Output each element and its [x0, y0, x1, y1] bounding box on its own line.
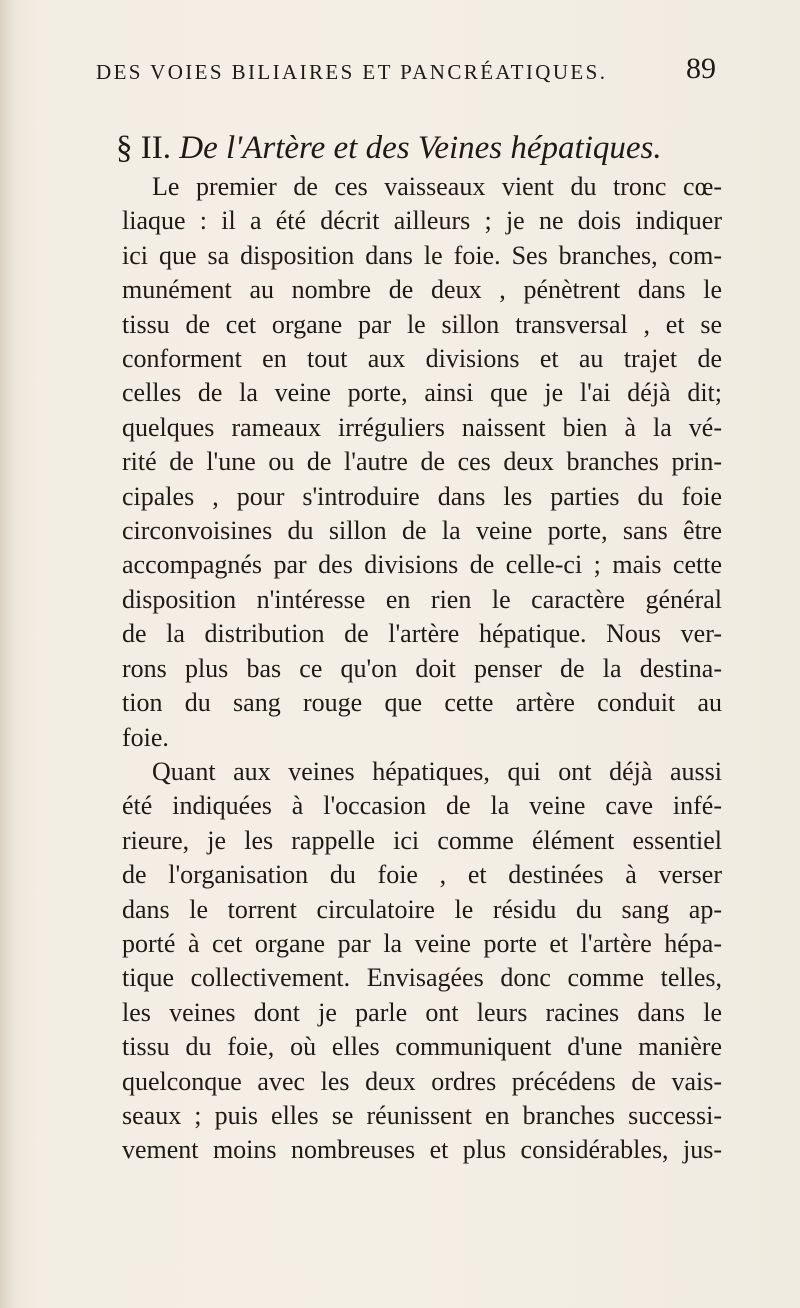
body-text: [122, 170, 722, 1168]
text-line: ici que sa disposition dans le foie. Ses branches, com-: [122, 240, 722, 270]
binding-shadow: [0, 0, 14, 1308]
text-line: dans le torrent circulatoire le résidu du sang ap-: [122, 894, 722, 924]
text-line: disposition n'intéresse en rien le caractère général: [122, 584, 722, 614]
text-line: tissu du foie, où elles communiquent d'une manière: [122, 1032, 722, 1062]
page-number: 89: [686, 52, 716, 85]
text-line: rons plus bas ce qu'on doit penser de la destina-: [122, 653, 722, 683]
text-line: vement moins nombreuses et plus considérables, jus-: [122, 1135, 722, 1165]
section-title: De l'Artère et des Veines hépatiques.: [179, 130, 662, 166]
text-line: été indiquées à l'occasion de la veine cave infé-: [122, 791, 722, 821]
text-line: les veines dont je parle ont leurs racines dans le: [122, 997, 722, 1027]
text-line: celles de la veine porte, ainsi que je l'ai déjà dit;: [122, 378, 722, 408]
running-head-title: DES VOIES BILIAIRES ET PANCRÉATIQUES.: [96, 60, 608, 84]
text-line: circonvoisines du sillon de la veine porte, sans être: [122, 516, 722, 546]
text-line: rieure, je les rappelle ici comme élément essentiel: [122, 825, 722, 855]
text-line: de la distribution de l'artère hépatique. Nous ver-: [122, 619, 722, 649]
text-line: quelconque avec les deux ordres précédens de vais-: [122, 1066, 722, 1096]
text-line: conforment en tout aux divisions et au trajet de: [122, 344, 722, 374]
text-line: liaque : il a été décrit ailleurs ; je ne dois indiquer: [122, 206, 722, 236]
text-line: de l'organisation du foie , et destinées à verser: [122, 860, 722, 890]
text-line: tion du sang rouge que cette artère conduit au: [122, 688, 722, 718]
text-line: tique collectivement. Envisagées donc comme telles,: [122, 963, 722, 993]
text-line: rité de l'une ou de l'autre de ces deux branches prin-: [122, 447, 722, 477]
text-line: tissu de cet organe par le sillon transversal , et se: [122, 309, 722, 339]
running-head: [96, 52, 716, 92]
text-line: Le premier de ces vaisseaux vient du tronc cœ-: [152, 172, 722, 201]
text-line: porté à cet organe par la veine porte et l'artère hépa-: [122, 928, 722, 958]
text-line: seaux ; puis elles se réunissent en branches successi-: [122, 1100, 722, 1130]
section-heading: [116, 130, 662, 167]
text-line: foie.: [122, 722, 169, 752]
text-line: Quant aux veines hépatiques, qui ont déjà aussi: [152, 756, 722, 786]
text-line: cipales , pour s'introduire dans les parties du foie: [122, 481, 722, 511]
text-line: munément au nombre de deux , pénètrent dans le: [122, 275, 722, 305]
section-mark: § II.: [116, 130, 171, 166]
text-line: accompagnés par des divisions de celle-ci ; mais cette: [122, 550, 722, 580]
text-line: quelques rameaux irréguliers naissent bien à la vé-: [122, 412, 722, 442]
